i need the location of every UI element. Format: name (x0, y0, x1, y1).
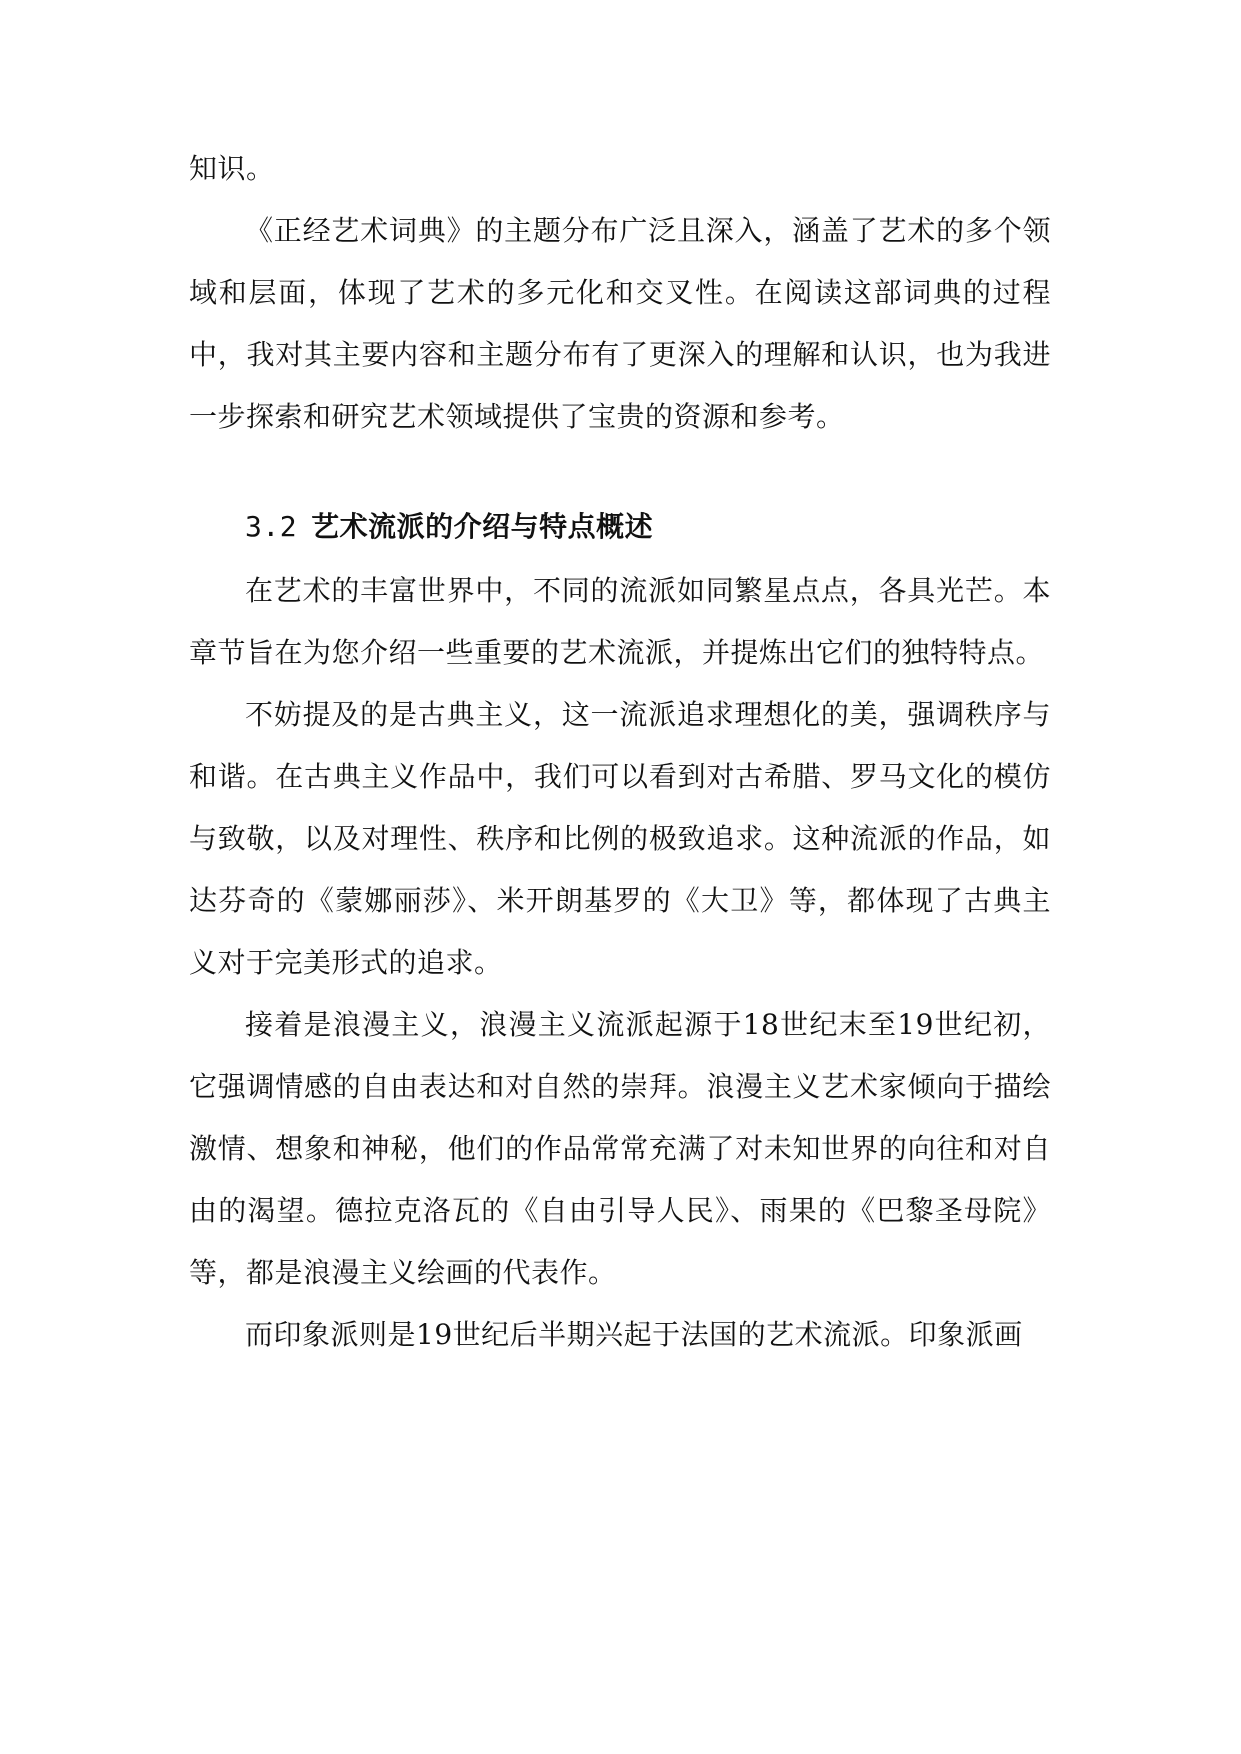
paragraph-continuation: 知识。 (189, 152, 275, 185)
paragraph-intro: 在艺术的丰富世界中，不同的流派如同繁星点点，各具光芒。本章节旨在为您介绍一些重要的艺术流派，并提炼出它们的独特特点。 (189, 574, 1051, 669)
paragraph-dictionary-summary: 《正经艺术词典》的主题分布广泛且深入，涵盖了艺术的多个领域和层面，体现了艺术的多元化和交叉性。在阅读这部词典的过程中，我对其主要内容和主题分布有了更深入的理解和认识，也为我进一步探索和研究艺术领域提供了宝贵的资源和参考。 (189, 214, 1051, 433)
section-title: 艺术流派的介绍与特点概述 (311, 510, 654, 543)
paragraph-classicism: 不妨提及的是古典主义，这一流派追求理想化的美，强调秩序与和谐。在古典主义作品中，我们可以看到对古希腊、罗马文化的模仿与致敬，以及对理性、秩序和比例的极致追求。这种流派的作品，如达芬奇的《蒙娜丽莎》、米开朗基罗的《大卫》等，都体现了古典主义对于完美形式的追求。 (189, 698, 1051, 979)
body-text (189, 138, 1051, 1366)
paragraph-romanticism: 接着是浪漫主义，浪漫主义流派起源于18世纪末至19世纪初，它强调情感的自由表达和对自然的崇拜。浪漫主义艺术家倾向于描绘激情、想象和神秘，他们的作品常常充满了对未知世界的向往和对自由的渴望。德拉克洛瓦的《自由引导人民》、雨果的《巴黎圣母院》等，都是浪漫主义绘画的代表作。 (189, 1008, 1051, 1289)
paragraph-impressionism: 而印象派则是19世纪后半期兴起于法国的艺术流派。印象派画 (245, 1318, 1023, 1351)
section-number: 3.2 (245, 510, 298, 543)
section-heading (189, 496, 1051, 558)
